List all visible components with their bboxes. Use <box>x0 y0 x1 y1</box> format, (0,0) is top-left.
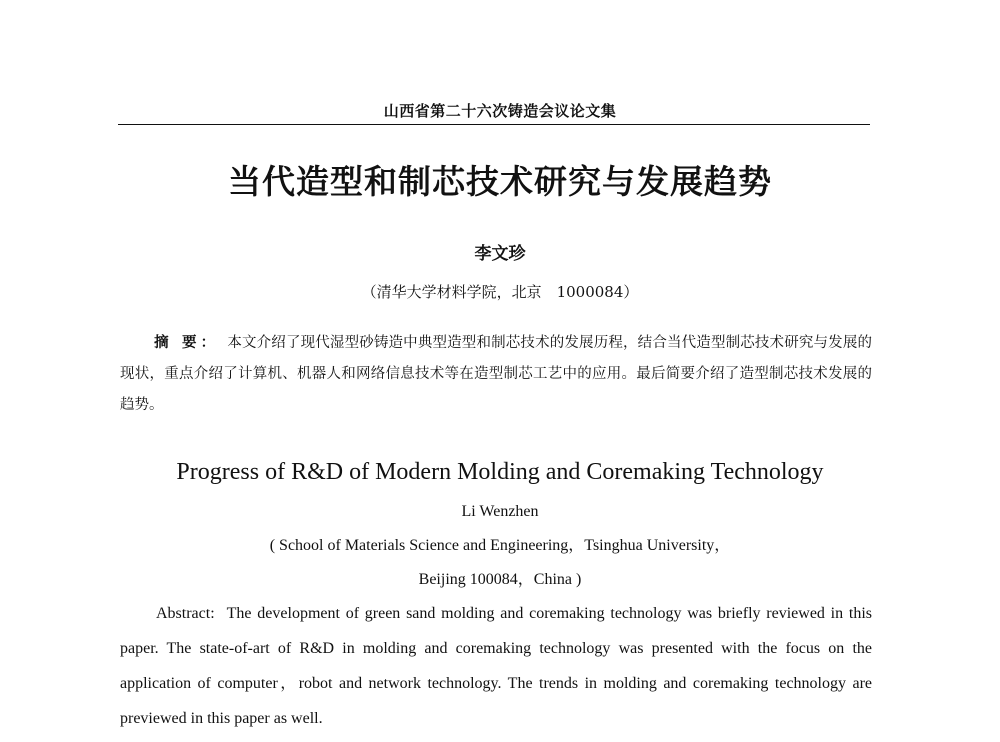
english-abstract-text: The development of green sand molding and coremaking technology was briefly reviewed in this paper. The state-of-art of R&D in molding and coremaking technology was presented with the focus on the application of computer，robot and network technology. The trends in molding and coremaking technology are previewed in this paper as well. <box>120 605 872 727</box>
english-title: Progress of R&D of Modern Molding and Coremaking Technology <box>176 459 824 485</box>
chinese-abstract <box>120 328 872 421</box>
english-affiliation-line1: ( School of Materials Science and Engineering，Tsinghua University， <box>269 537 731 554</box>
chinese-affiliation: （清华大学材料学院，北京 1000084） <box>361 283 639 301</box>
header-rule <box>118 124 870 125</box>
chinese-abstract-label: 摘 要： <box>154 335 220 351</box>
running-header: 山西省第二十六次铸造会议论文集 <box>383 102 617 120</box>
english-abstract-label: Abstract: <box>156 605 215 622</box>
chinese-abstract-text: 本文介绍了现代湿型砂铸造中典型造型和制芯技术的发展历程，结合当代造型制芯技术研究与发展的现状，重点介绍了计算机、机器人和网络信息技术等在造型制芯工艺中的应用。最后简要介绍了造型制芯技术发展的趋势。 <box>120 335 872 413</box>
chinese-author: 李文珍 <box>474 244 526 264</box>
english-author: Li Wenzhen <box>461 503 539 520</box>
chinese-title: 当代造型和制芯技术研究与发展趋势 <box>228 162 772 201</box>
english-abstract <box>120 596 872 736</box>
english-affiliation-line2: Beijing 100084，China ) <box>418 571 582 588</box>
